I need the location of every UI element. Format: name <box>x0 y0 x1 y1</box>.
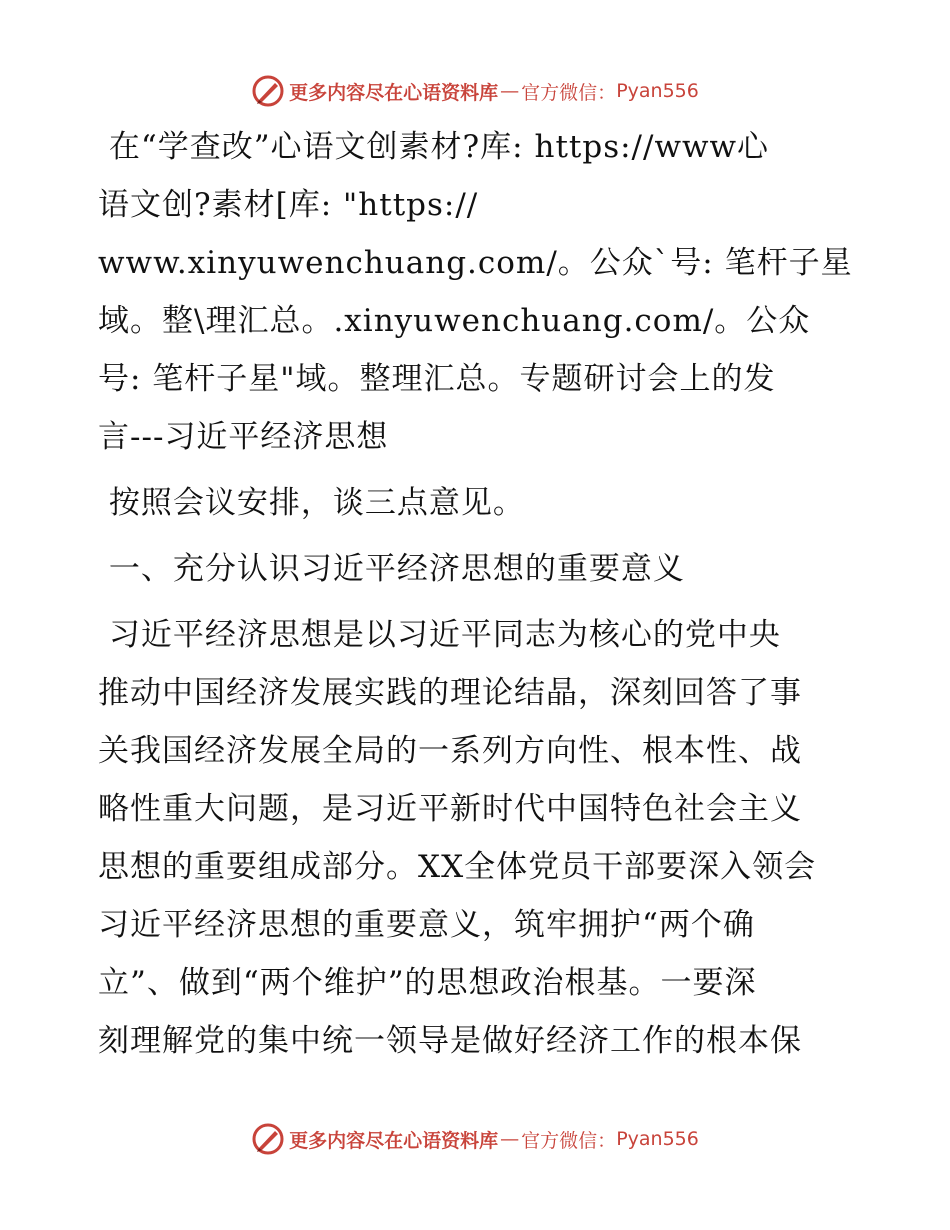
banner-brand-text: 更多内容尽在心语资料库 <box>289 81 499 104</box>
banner-brand-text: 更多内容尽在心语资料库 <box>289 1129 499 1152</box>
banner-official-label: 官方微信： <box>521 81 617 104</box>
document-body <box>98 118 858 1070</box>
header-banner <box>0 71 950 111</box>
text-line: 略性重大问题，是习近平新时代中国特色社会主义 <box>98 791 802 827</box>
text-line: 域。整\理汇总。.xinyuwenchuang.com/。公众 <box>98 303 811 339</box>
text-line: 推动中国经济发展实践的理论结晶，深刻回答了事 <box>98 675 802 711</box>
text-line: 习近平经济思想的重要意义，筑牢拥护“两个确 <box>98 907 755 943</box>
banner-wechat-handle: Pyan556 <box>616 80 699 102</box>
text-line: 关我国经济发展全局的一系列方向性、根本性、战 <box>98 733 802 769</box>
text-line: 思想的重要组成部分。XX全体党员干部要深入领会 <box>98 849 817 885</box>
banner-separator: — <box>500 80 520 102</box>
pen-logo-icon <box>251 74 285 108</box>
banner-wechat-handle: Pyan556 <box>616 1128 699 1150</box>
intro-paragraph <box>98 118 858 466</box>
text-line: 习近平经济思想是以习近平同志为核心的党中央 <box>98 617 781 653</box>
text-line: 在“学查改”心语文创素材?库: https://www心 <box>98 129 770 165</box>
banner-official-label: 官方微信： <box>521 1129 617 1152</box>
text-line: 立”、做到“两个维护”的思想政治根基。一要深 <box>98 965 757 1001</box>
opening-paragraph: 按照会议安排，谈三点意见。 <box>98 485 525 521</box>
text-line: 语文创?素材[库: "https:// <box>98 187 479 223</box>
text-line: 号: 笔杆子星"域。整理汇总。专题研讨会上的发 <box>98 361 776 397</box>
body-paragraph <box>98 606 858 1070</box>
text-line: www.xinyuwenchuang.com/。公众`号: 笔杆子星 <box>98 245 853 281</box>
pen-logo-icon <box>251 1122 285 1156</box>
text-line: 刻理解党的集中统一领导是做好经济工作的根本保 <box>98 1023 802 1059</box>
text-line: 言---习近平经济思想 <box>98 419 389 455</box>
section-heading: 一、充分认识习近平经济思想的重要意义 <box>98 551 685 587</box>
footer-banner <box>0 1119 950 1159</box>
banner-separator: — <box>500 1128 520 1150</box>
